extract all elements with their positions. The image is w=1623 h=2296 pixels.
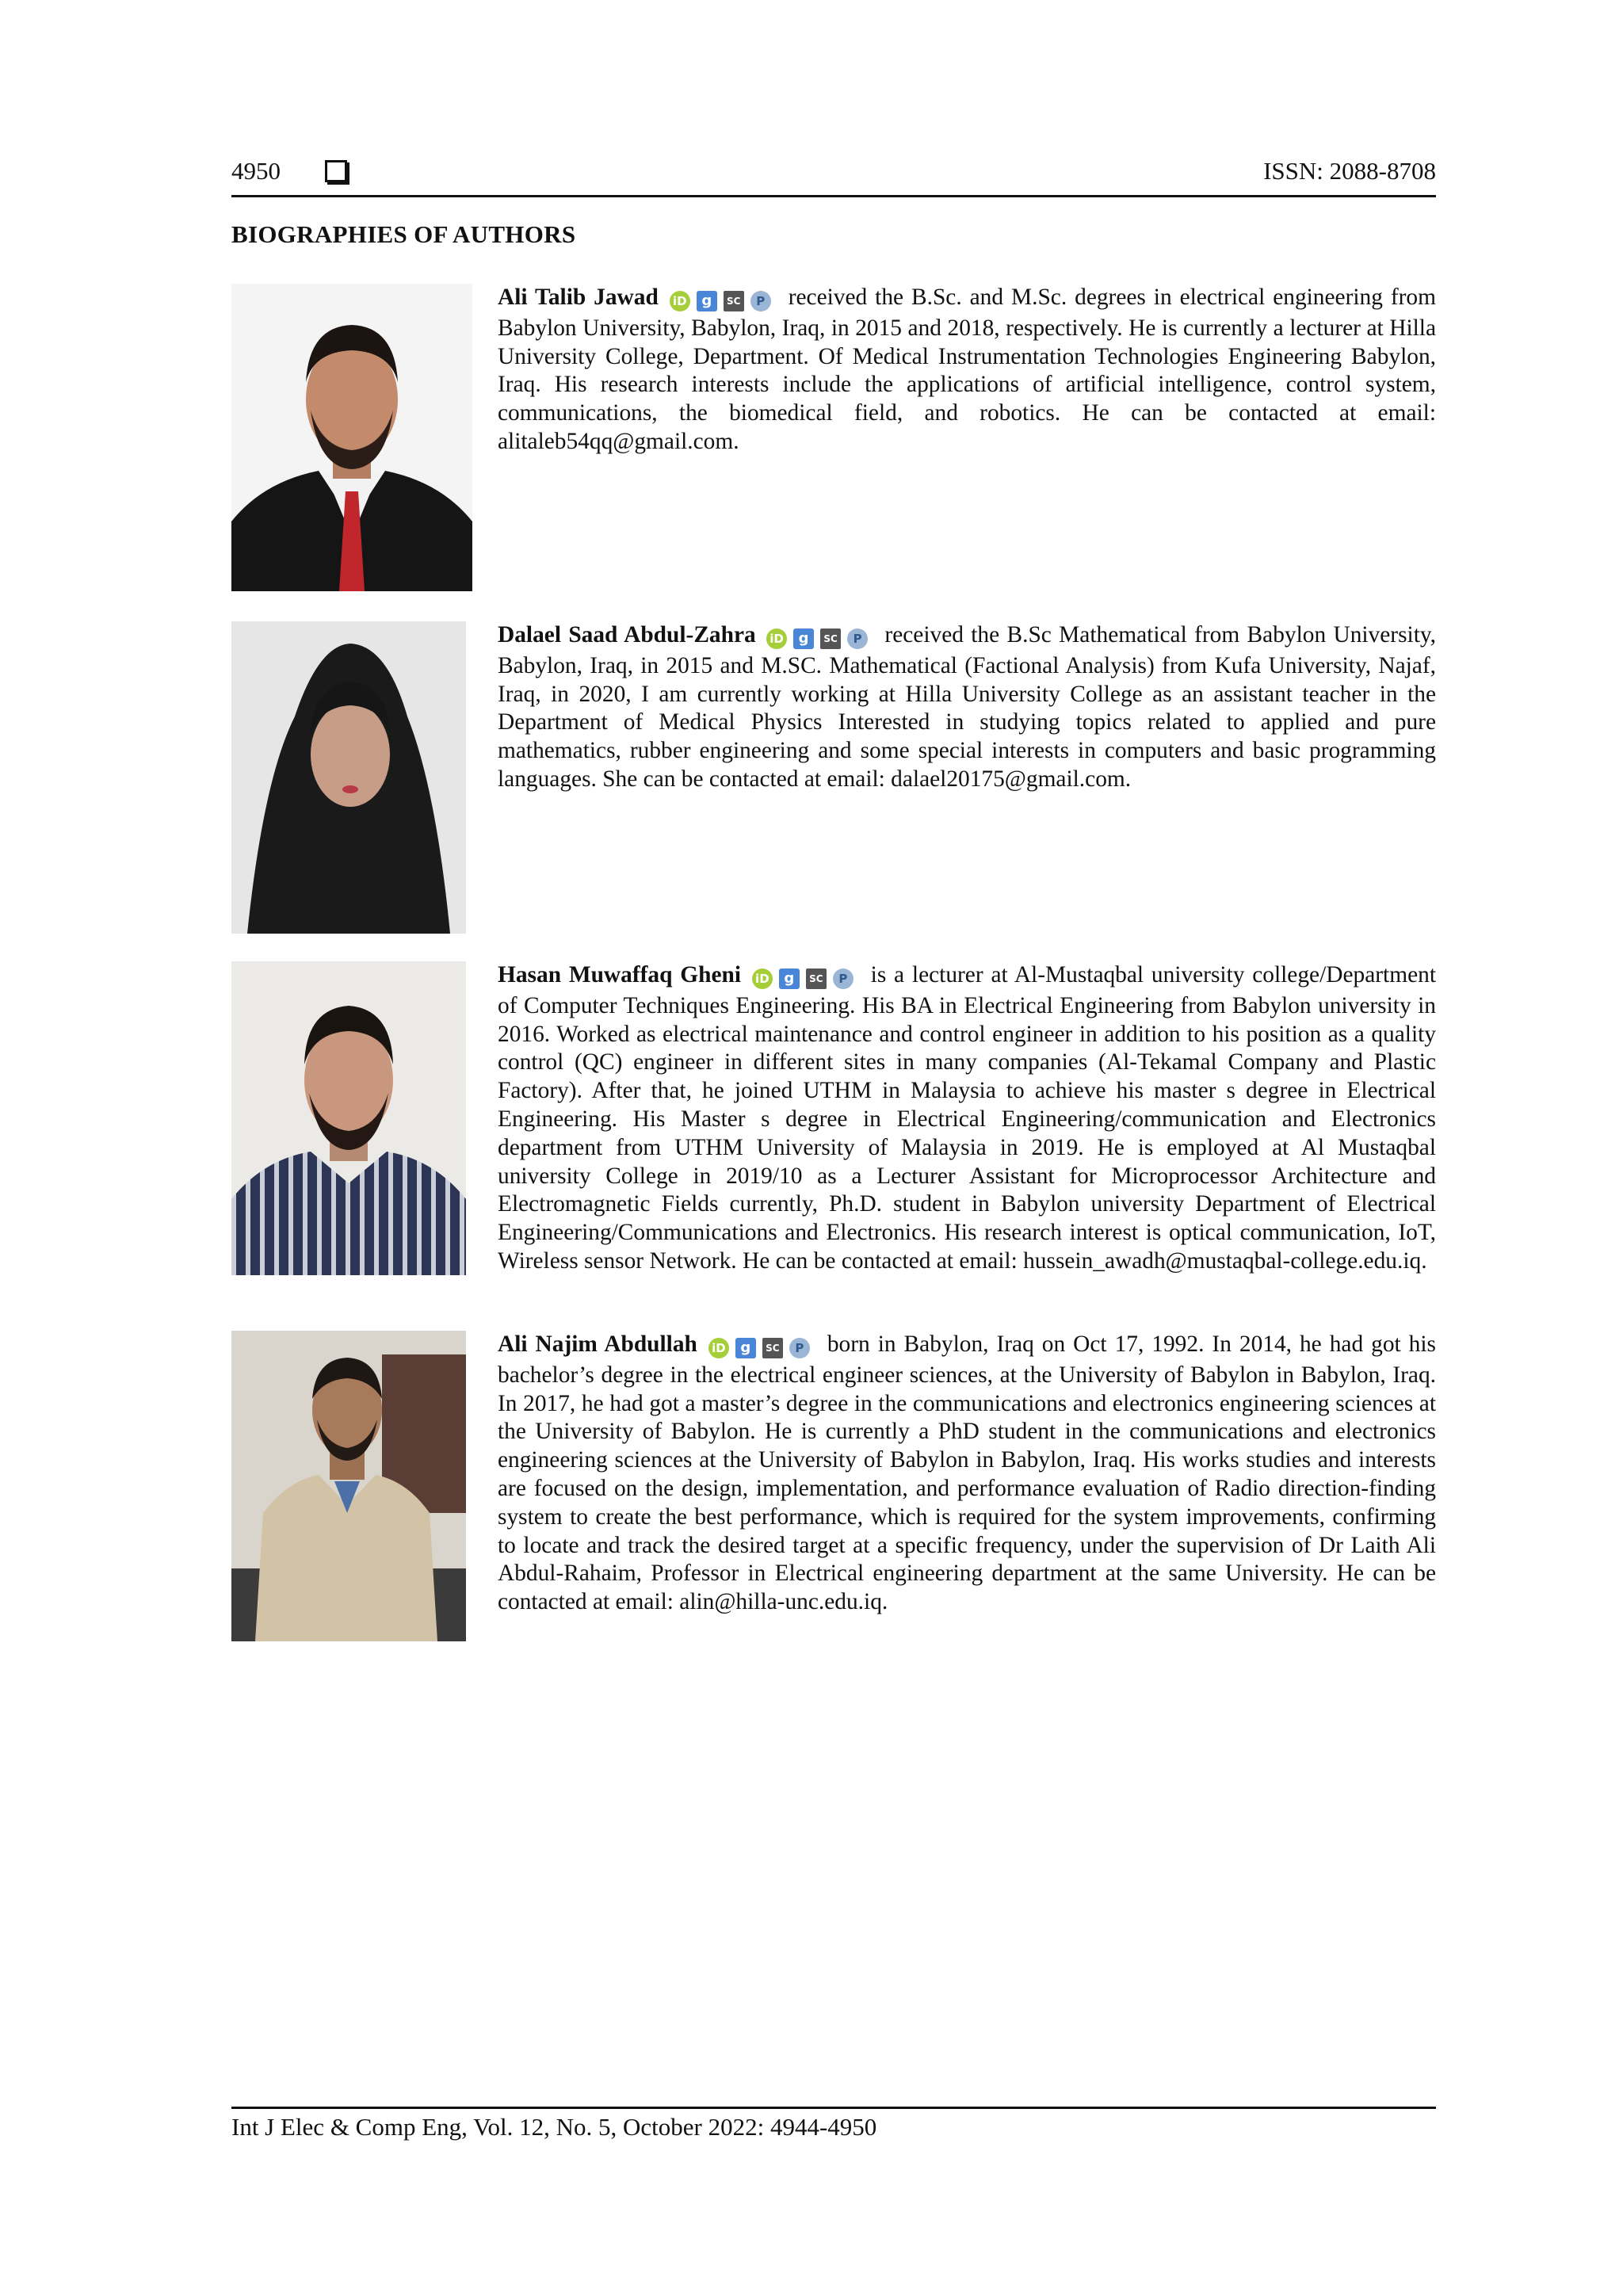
orcid-icon[interactable]: iD xyxy=(708,1338,729,1358)
orcid-icon[interactable]: iD xyxy=(752,968,773,989)
section-title: BIOGRAPHIES OF AUTHORS xyxy=(231,220,576,248)
scopus-icon[interactable]: SC xyxy=(806,968,827,989)
author-photo xyxy=(231,284,472,591)
author-photo xyxy=(231,961,466,1275)
scopus-icon[interactable]: SC xyxy=(724,291,744,311)
author-name: Dalael Saad Abdul-Zahra xyxy=(498,622,756,648)
author-bio-text: is a lecturer at Al-Mustaqbal university college/Department of Computer Techniques Engineering. His BA in Electrical Engineering from Babylon university in 2016. Worked as electrical maintenance and control engineer in addition to his position as a quality control (QC) engineer in different sites in many companies (Al-Tekamal Company and Plastic Factory). After that, he joined UTHM in Malaysia to achieve his master s degree in Electrical Engineering. His Master s degree in Electrical Engineering/communication and Electronics department from UTHM University of Malaysia in 2019. He is employed at Al Mustaqbal university College in 2019/10 as a Lecturer Assistant for Microprocessor Architecture and Electromagnetic Fields currently, Ph.D. student in Babylon university Department of Electrical Engineering/Communications and Electronics. His research interest is optical communication, IoT, Wireless sensor Network. He can be contacted at email: hussein_awadh@mustaqbal-college.edu.iq. xyxy=(498,962,1436,1274)
publons-icon[interactable]: P xyxy=(847,628,868,649)
page-number: 4950 xyxy=(231,157,281,185)
author-bio xyxy=(498,284,1436,457)
author-name: Ali Talib Jawad xyxy=(498,285,659,310)
google-scholar-icon[interactable]: g xyxy=(779,968,800,989)
orcid-icon[interactable]: iD xyxy=(670,291,690,311)
box-bullet-icon xyxy=(325,160,347,182)
author-profile-icons xyxy=(708,1333,816,1362)
publons-icon[interactable]: P xyxy=(750,291,771,311)
author-bio xyxy=(498,621,1436,794)
author-bio-text: received the B.Sc Mathematical from Babylon University, Babylon, Iraq, in 2015 and M.SC. Mathematical (Factional Analysis) from Kufa University, Najaf, Iraq, in 2020, I am currently working at Hilla University College as an assistant teacher in the Department of Medical Physics Interested in studying topics related to applied and pure mathematics, rubber engineering and some special interests in computers and basic programming languages. She can be contacted at email: dalael20175@gmail.com. xyxy=(498,622,1436,792)
google-scholar-icon[interactable]: g xyxy=(697,291,717,311)
google-scholar-icon[interactable]: g xyxy=(793,628,814,649)
author-bio xyxy=(498,1331,1436,1617)
page-header xyxy=(231,154,1436,197)
author-profile-icons xyxy=(752,964,860,992)
author-bio xyxy=(498,961,1436,1276)
author-photo xyxy=(231,621,466,934)
scopus-icon[interactable]: SC xyxy=(820,628,841,649)
author-bio-text: born in Babylon, Iraq on Oct 17, 1992. In 2014, he had got his bachelor’s degree in the electrical engineer sciences, at the University of Babylon in Babylon, Iraq. In 2017, he had got a master’s degree in the communications and electronics engineering sciences at the University of Babylon. He is currently a PhD student in the communications and electronics engineering sciences at the University of Babylon in Babylon, Iraq. His works studies and interests are focused on the design, implementation, and performance evaluation of Radio direction-finding system to create the best performance, which is required for the system improvements, confirming to locate and track the desired target at a specific frequency, under the supervision of Dr Laith Ali Abdul-Rahaim, Professor in Electrical engineering department at the same University. He can be contacted at email: alin@hilla-unc.edu.iq. xyxy=(498,1331,1436,1615)
page-footer: Int J Elec & Comp Eng, Vol. 12, No. 5, October 2022: 4944-4950 xyxy=(231,2113,877,2141)
scopus-icon[interactable]: SC xyxy=(762,1338,783,1358)
publons-icon[interactable]: P xyxy=(833,968,854,989)
publons-icon[interactable]: P xyxy=(789,1338,810,1358)
google-scholar-icon[interactable]: g xyxy=(735,1338,756,1358)
author-bio-text: received the B.Sc. and M.Sc. degrees in electrical engineering from Babylon University, Babylon, Iraq, in 2015 and 2018, respectively. He is currently a lecturer at Hilla University College, Department. Of Medical Instrumentation Technologies Engineering Babylon, Iraq. His research interests include the applications of artificial intelligence, control system, communications, the biomedical field, and robotics. He can be contacted at email: alitaleb54qq@gmail.com. xyxy=(498,285,1436,454)
author-name: Ali Najim Abdullah xyxy=(498,1331,697,1357)
author-profile-icons xyxy=(766,624,874,652)
author-photo xyxy=(231,1331,466,1641)
issn-label: ISSN: 2088-8708 xyxy=(1263,157,1436,185)
orcid-icon[interactable]: iD xyxy=(766,628,787,649)
footer-divider xyxy=(231,2107,1436,2109)
author-profile-icons xyxy=(670,286,777,315)
author-name: Hasan Muwaffaq Gheni xyxy=(498,962,742,988)
